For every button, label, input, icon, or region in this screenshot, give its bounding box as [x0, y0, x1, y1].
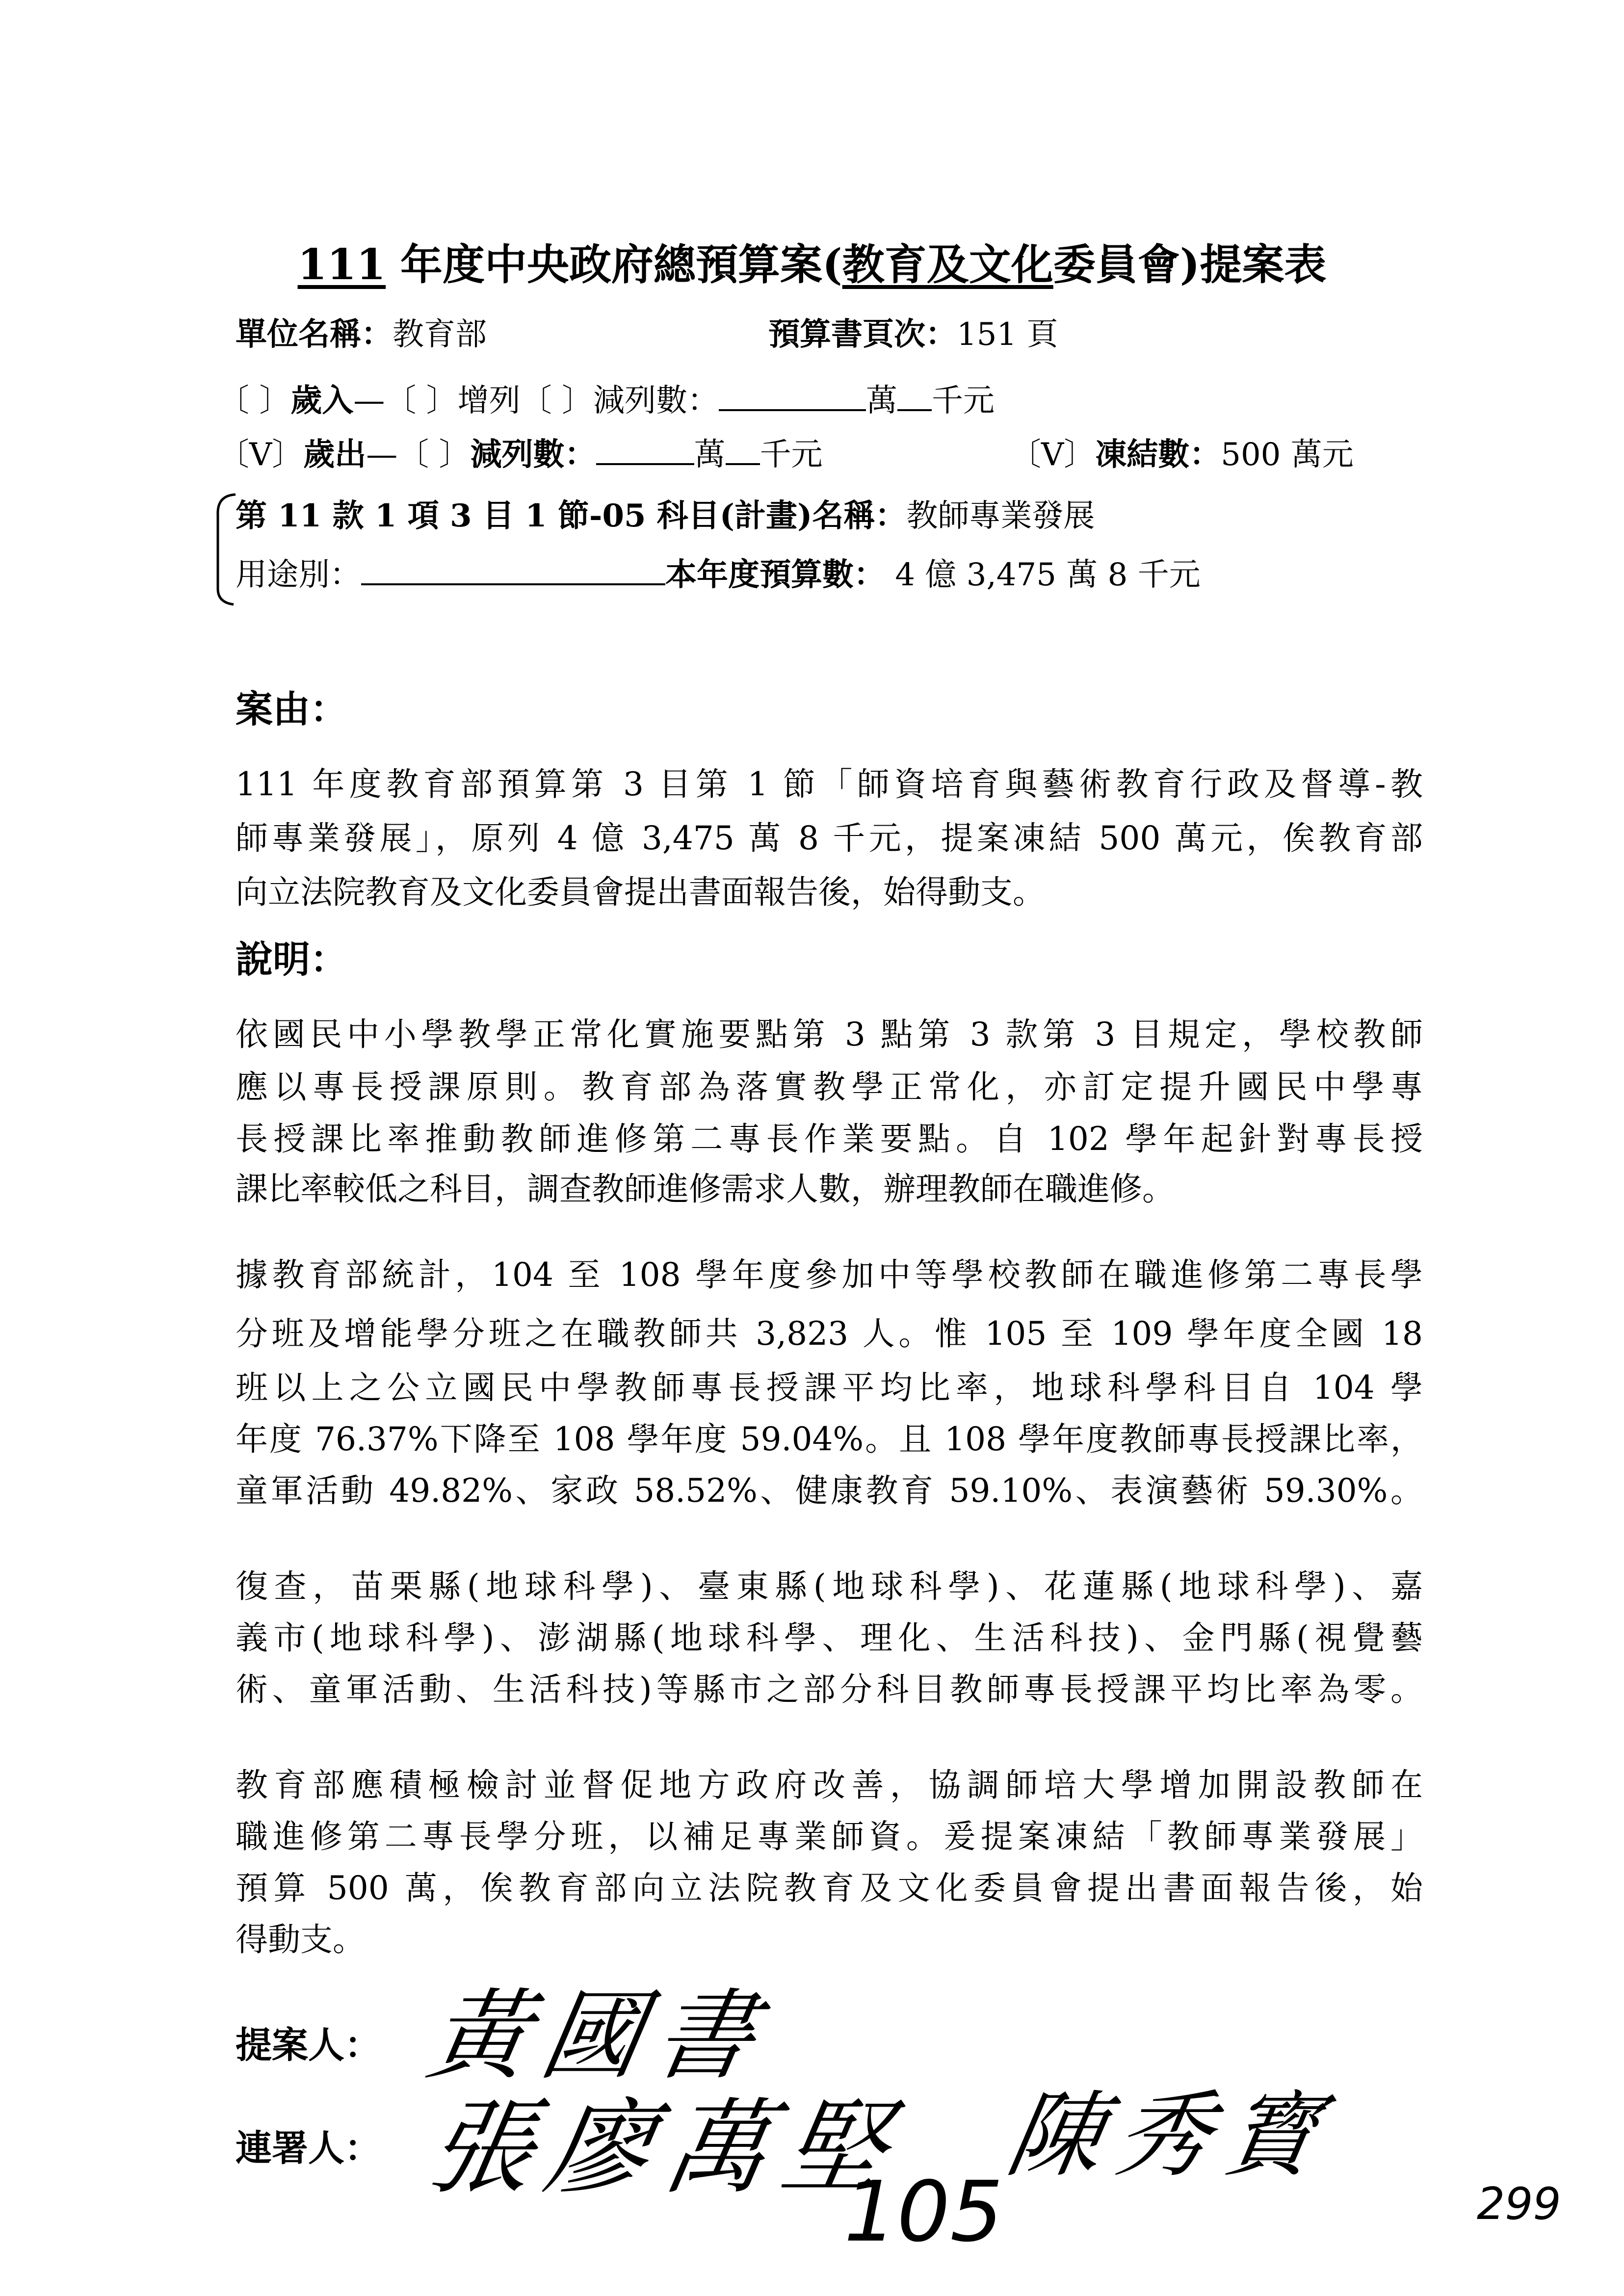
reason-line: 111 年度教育部預算第 3 目第 1 節「師資培育與藝術教育行政及督導-教	[236, 765, 1423, 803]
account-name: 教師專業發展	[906, 498, 1095, 534]
explanation-line: 術、童軍活動、生活科技)等縣市之部分科目教師專長授課平均比率為零。	[236, 1670, 1423, 1708]
explanation-line: 教育部應積極檢討並督促地方政府改善，協調師培大學增加開設教師在	[236, 1766, 1423, 1804]
explanation-line: 預算 500 萬，俟教育部向立法院教育及文化委員會提出書面報告後，始	[236, 1869, 1423, 1907]
page-label: 預算書頁次：	[768, 316, 957, 353]
decrease-checkbox[interactable]: 〔 〕減列數：	[520, 383, 719, 419]
cosigner-signature-1: 張廖萬堅	[419, 2088, 912, 2208]
explanation-line: 童軍活動 49.82%、家政 58.52%、健康教育 59.10%、表演藝術 59.30%。	[236, 1472, 1423, 1510]
proposer-signature: 黃國書	[420, 1979, 779, 2093]
explanation-line: 復查，苗栗縣(地球科學)、臺東縣(地球科學)、花蓮縣(地球科學)、嘉	[236, 1567, 1423, 1605]
expense-checkbox[interactable]: 〔V〕	[218, 437, 304, 473]
title-post: 委員會)提案表	[1053, 240, 1327, 289]
expense-decrease-checkbox[interactable]: 〔 〕	[397, 437, 471, 473]
revenue-qian-blank[interactable]	[897, 382, 932, 411]
page-number: 299	[1477, 2178, 1561, 2230]
dash: —	[366, 437, 398, 473]
account-code: 第 11 款 1 項 3 目 1 節-05 科目(計畫)名稱：	[236, 497, 907, 534]
explanation-line: 分班及增能學分班之在職教師共 3,823 人。惟 105 至 109 學年度全國 18	[236, 1315, 1423, 1353]
dash: —	[353, 383, 385, 419]
reason-heading: 案由：	[236, 687, 347, 731]
expense-wan-blank[interactable]	[596, 436, 694, 465]
account-row	[236, 491, 1095, 536]
explanation-line: 應以專長授課原則。教育部為落實教學正常化，亦訂定提升國民中學專	[236, 1068, 1423, 1106]
reason-line: 師專業發展」，原列 4 億 3,475 萬 8 千元，提案凍結 500 萬元，俟教育部	[236, 819, 1423, 857]
wan-unit: 萬	[694, 437, 726, 473]
expense-qian-blank[interactable]	[726, 436, 760, 465]
budget-value: 4 億 3,475 萬 8 千元	[885, 557, 1201, 593]
expense-decrease-label: 減列數：	[470, 436, 596, 473]
explanation-line: 得動支。	[236, 1921, 365, 1958]
reason-line: 向立法院教育及文化委員會提出書面報告後，始得動支。	[236, 873, 1045, 911]
proposer-label: 提案人：	[236, 2024, 381, 2066]
explanation-line: 長授課比率推動教師進修第二專長作業要點。自 102 學年起針對專長授	[236, 1120, 1423, 1158]
revenue-checkbox[interactable]: 〔 〕	[218, 383, 291, 419]
revenue-label: 歲入	[290, 382, 354, 419]
expense-row	[218, 429, 823, 474]
explanation-line: 年度 76.37%下降至 108 學年度 59.04%。且 108 學年度教師專長授課比率，	[236, 1420, 1423, 1458]
usage-blank[interactable]	[361, 556, 665, 585]
explanation-heading: 說明：	[236, 938, 347, 981]
page-value: 151 頁	[957, 316, 1058, 353]
unit-row	[236, 309, 487, 354]
handwritten-number: 105	[844, 2164, 1003, 2261]
qian-unit: 千元	[932, 383, 995, 419]
expense-label: 歲出	[303, 436, 367, 473]
revenue-row	[218, 375, 995, 420]
title-pre: 年度中央政府總預算案(	[386, 240, 842, 289]
freeze-checkbox[interactable]: 〔V〕	[1010, 437, 1096, 473]
wan-unit: 萬	[866, 383, 898, 419]
unit-label: 單位名稱：	[236, 316, 393, 353]
qian-unit: 千元	[760, 437, 823, 473]
title-committee: 教育及文化	[842, 240, 1053, 289]
budget-label: 本年度預算數：	[665, 556, 885, 593]
explanation-line: 依國民中小學教學正常化實施要點第 3 點第 3 款第 3 目規定，學校教師	[236, 1016, 1423, 1053]
usage-label: 用途別：	[236, 557, 361, 593]
cosigner-signature-2: 陳秀寳	[999, 2081, 1343, 2190]
explanation-line: 義市(地球科學)、澎湖縣(地球科學、理化、生活科技)、金門縣(視覺藝	[236, 1619, 1423, 1657]
explanation-line: 課比率較低之科目，調查教師進修需求人數，辦理教師在職進修。	[236, 1170, 1175, 1208]
budget-page-row	[768, 309, 1058, 354]
cosigner-label: 連署人：	[236, 2127, 381, 2169]
explanation-line: 班以上之公立國民中學教師專長授課平均比率，地球科學科目自 104 學	[236, 1369, 1423, 1407]
explanation-line: 職進修第二專長學分班，以補足專業師資。爰提案凍結「教師專業發展」	[236, 1818, 1423, 1855]
explanation-line: 據教育部統計，104 至 108 學年度參加中等學校教師在職進修第二專長學	[236, 1256, 1423, 1294]
freeze-label: 凍結數：	[1095, 436, 1221, 473]
revenue-wan-blank[interactable]	[719, 382, 866, 411]
freeze-row	[1010, 429, 1354, 474]
increase-checkbox[interactable]: 〔 〕增列	[385, 383, 521, 419]
title-year: 111	[297, 240, 386, 289]
freeze-value: 500 萬元	[1221, 437, 1354, 473]
page-title	[0, 231, 1624, 291]
usage-row	[236, 549, 1201, 595]
unit-value: 教育部	[393, 316, 487, 353]
